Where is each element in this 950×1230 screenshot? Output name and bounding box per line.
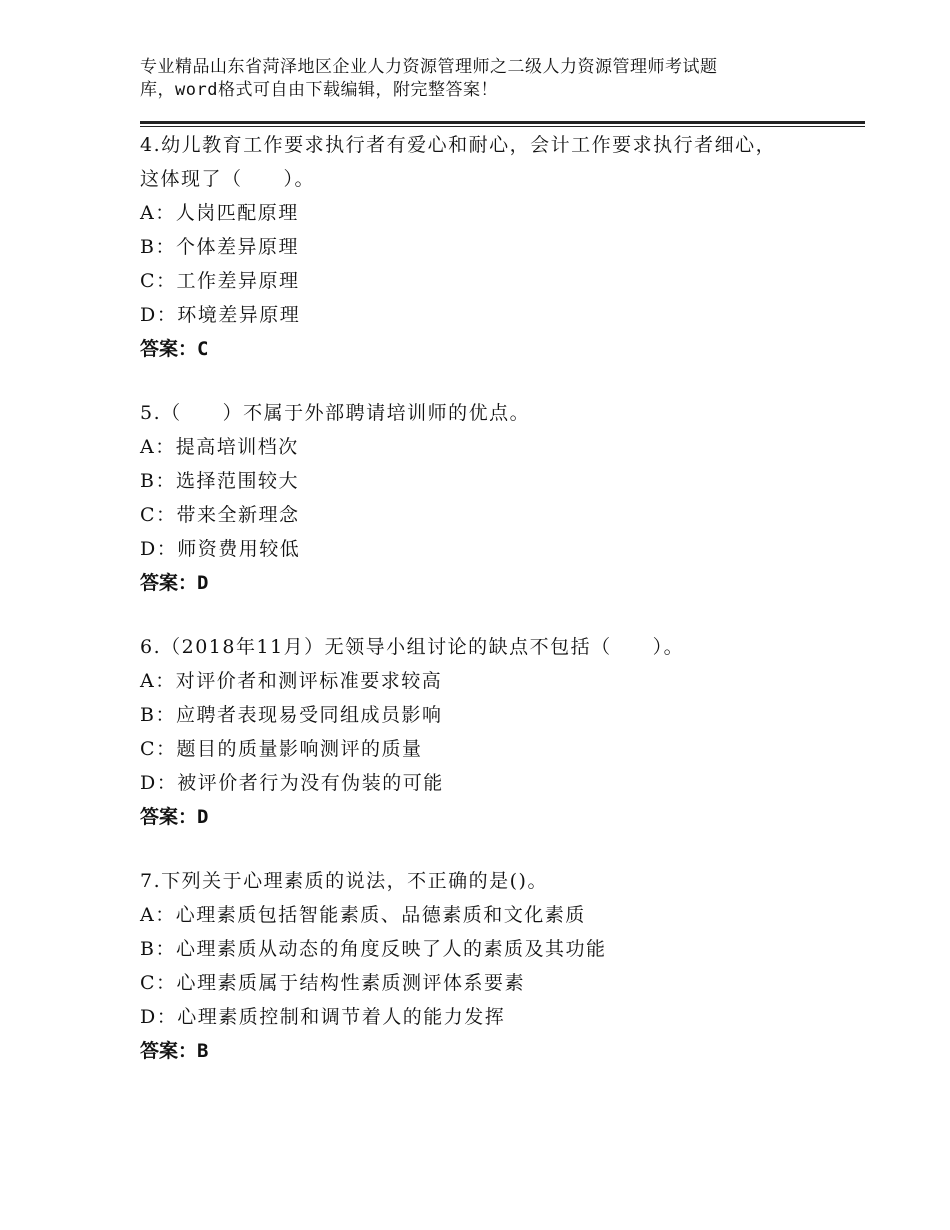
- question-list: [140, 128, 800, 1098]
- answer-label: 答案：D: [140, 572, 209, 594]
- option-a: A：提高培训档次: [140, 436, 299, 458]
- option-b: B：应聘者表现易受同组成员影响: [140, 704, 443, 726]
- option-d: D：被评价者行为没有伪装的可能: [140, 772, 444, 794]
- document-header: [140, 56, 840, 102]
- header-rule-thick: [140, 121, 865, 124]
- option-b: B：个体差异原理: [140, 236, 299, 258]
- option-b: B：心理素质从动态的角度反映了人的素质及其功能: [140, 938, 607, 960]
- header-line-1: 专业精品山东省菏泽地区企业人力资源管理师之二级人力资源管理师考试题: [140, 57, 718, 77]
- question-4: [140, 128, 800, 366]
- question-stem: 4.幼儿教育工作要求执行者有爱心和耐心，会计工作要求执行者细心，这体现了（ ）。: [140, 134, 777, 190]
- option-d: D：环境差异原理: [140, 304, 301, 326]
- header-rule-thin: [140, 126, 865, 127]
- option-c: C：题目的质量影响测评的质量: [140, 738, 423, 760]
- option-a: A：心理素质包括智能素质、品德素质和文化素质: [140, 904, 586, 926]
- option-d: D：心理素质控制和调节着人的能力发挥: [140, 1006, 506, 1028]
- question-stem: 7.下列关于心理素质的说法，不正确的是()。: [140, 870, 548, 892]
- header-line-2: 库，word格式可自由下载编辑，附完整答案！: [140, 80, 498, 100]
- question-5: [140, 396, 800, 600]
- option-d: D：师资费用较低: [140, 538, 301, 560]
- answer-label: 答案：B: [140, 1040, 209, 1062]
- option-a: A：对评价者和测评标准要求较高: [140, 670, 443, 692]
- answer-label: 答案：C: [140, 338, 209, 360]
- question-stem: 5.（ ）不属于外部聘请培训师的优点。: [140, 402, 531, 424]
- question-6: [140, 630, 800, 834]
- answer-label: 答案：D: [140, 806, 209, 828]
- question-7: [140, 864, 800, 1068]
- option-c: C：带来全新理念: [140, 504, 300, 526]
- option-c: C：心理素质属于结构性素质测评体系要素: [140, 972, 526, 994]
- option-c: C：工作差异原理: [140, 270, 300, 292]
- question-stem: 6.（2018年11月）无领导小组讨论的缺点不包括（ ）。: [140, 636, 685, 658]
- option-a: A：人岗匹配原理: [140, 202, 299, 224]
- option-b: B：选择范围较大: [140, 470, 299, 492]
